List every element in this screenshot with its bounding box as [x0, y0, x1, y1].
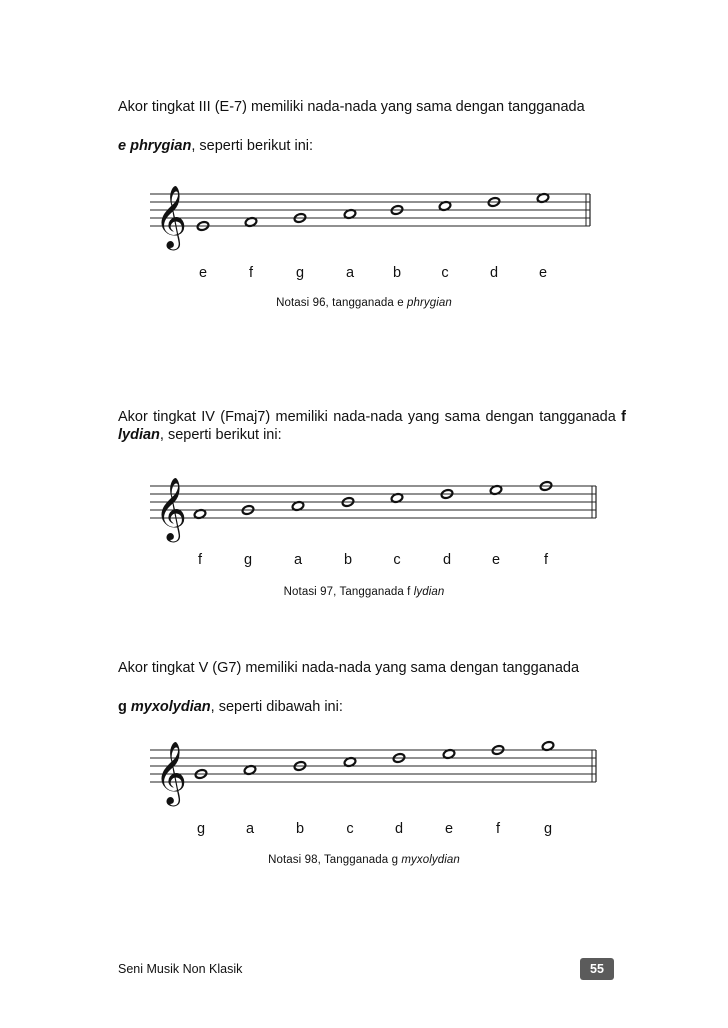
page-number-badge: 55: [580, 958, 614, 980]
intro-text: Akor tingkat IV (Fmaj7) memiliki nada-nada yang sama dengan tangganada: [118, 409, 622, 425]
caption-notasi-96: [0, 297, 728, 309]
note-label: d: [489, 265, 499, 281]
note-label: g: [243, 552, 253, 568]
note-label: d: [442, 552, 452, 568]
note-label: g: [196, 821, 206, 837]
scale-name: myxolydian: [130, 699, 211, 715]
intro-text: Akor tingkat V (G7) memiliki nada-nada yang sama dengan tangganada: [118, 660, 580, 676]
intro-tail: , seperti dibawah ini:: [210, 699, 343, 715]
caption-italic: phrygian: [407, 297, 452, 309]
note-label: g: [295, 265, 305, 281]
staff-myxolydian: [0, 730, 728, 970]
scale-name: lydian: [118, 427, 160, 443]
caption-italic: myxolydian: [401, 854, 460, 866]
note-label: e: [491, 552, 501, 568]
caption-text: Notasi 98, Tangganada g: [268, 854, 402, 866]
caption-notasi-98: [0, 854, 728, 866]
note-label: d: [394, 821, 404, 837]
note-label: e: [538, 265, 548, 281]
scale-name: e phrygian: [118, 138, 192, 154]
note-label: a: [245, 821, 255, 837]
note-label: a: [293, 552, 303, 568]
intro-tail: , seperti berikut ini:: [191, 138, 314, 154]
treble-clef-icon: 𝄞: [155, 741, 187, 804]
note-label: c: [441, 265, 449, 281]
paragraph-myxolydian-line2: [118, 698, 626, 716]
note-label: a: [345, 265, 355, 281]
treble-clef-icon: 𝄞: [155, 477, 187, 540]
paragraph-myxolydian-line1: [118, 659, 626, 677]
caption-text: Notasi 96, tangganada e: [276, 297, 407, 309]
note-label: f: [248, 265, 254, 281]
paragraph-phrygian-line1: [118, 98, 626, 116]
note-label: e: [444, 821, 454, 837]
note-label: f: [197, 552, 203, 568]
note-label: b: [343, 552, 353, 568]
footer-book-title: Seni Musik Non Klasik: [118, 962, 243, 976]
scale-letter: f: [621, 409, 626, 425]
note-label: c: [346, 821, 354, 837]
note-label: f: [543, 552, 549, 568]
note-label: e: [198, 265, 208, 281]
intro-tail: , seperti berikut ini:: [159, 427, 282, 443]
caption-italic: lydian: [413, 586, 445, 598]
note-label: f: [495, 821, 501, 837]
note-label: g: [543, 821, 553, 837]
note-label: c: [393, 552, 401, 568]
note-label: b: [295, 821, 305, 837]
intro-text: Akor tingkat III (E-7) memiliki nada-nada yang sama dengan tangganada: [118, 99, 585, 115]
paragraph-phrygian-line2: [118, 137, 626, 155]
scale-letter: g: [118, 699, 127, 715]
paragraph-lydian: [118, 408, 626, 444]
note-label: b: [392, 265, 402, 281]
caption-notasi-97: [0, 586, 728, 598]
treble-clef-icon: 𝄞: [155, 185, 187, 248]
caption-text: Notasi 97, Tangganada f: [283, 586, 414, 598]
